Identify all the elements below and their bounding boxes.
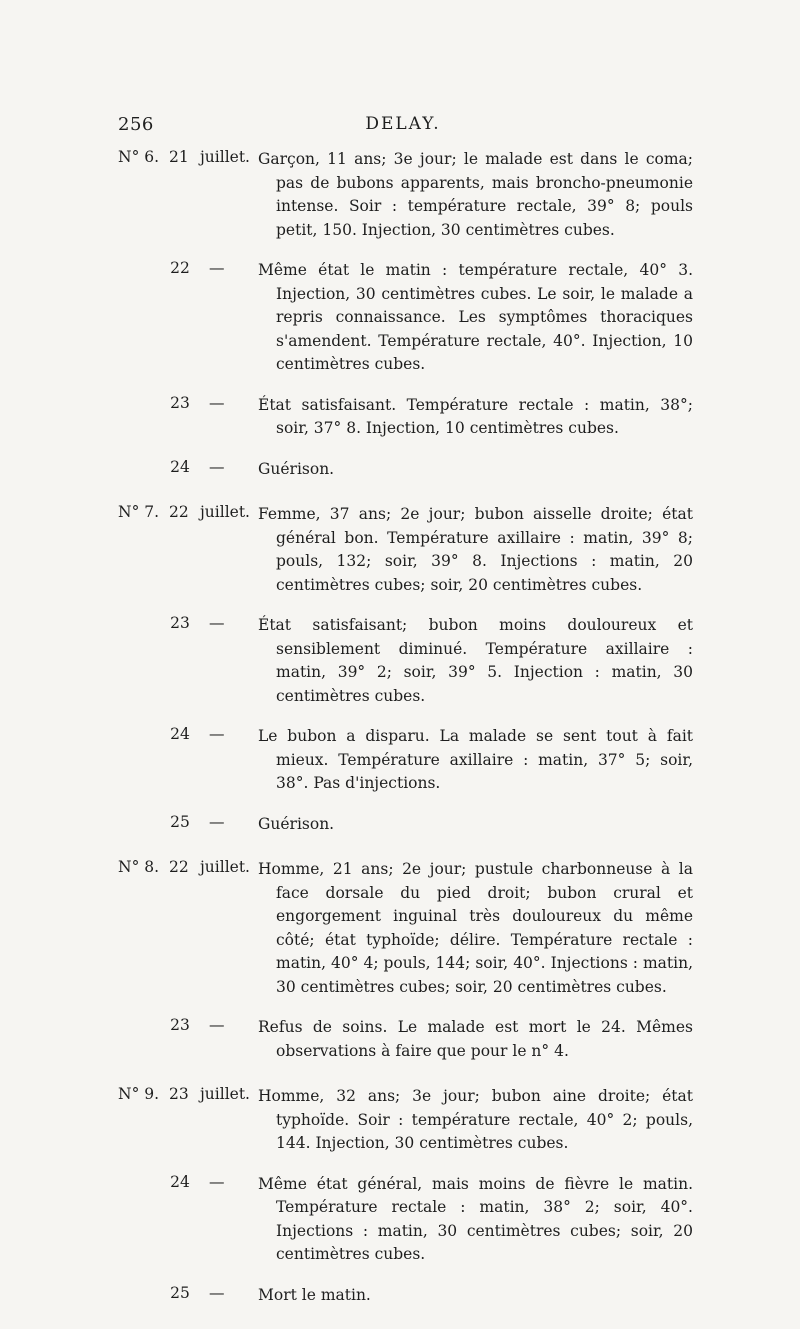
case-entry [118,858,693,999]
entry-text: Refus de soins. Le malade est mort le 24. Mêmes observations à faire que pour le n° 4. [258,1018,693,1060]
case-entry [118,813,693,837]
running-head: DELAY. [365,114,441,134]
ditto-dash: — [209,1283,225,1302]
case-entry [118,148,693,242]
entry-day: 21 [169,148,189,166]
case-entry [118,1016,693,1063]
case-number: N° 8. [118,858,160,876]
entry-day: 23 [169,1085,189,1103]
entry-text: Guérison. [258,459,335,478]
entry-day: 25 [170,1283,190,1302]
case-entry [118,259,693,377]
case-list [118,148,693,1329]
case-number: N° 6. [118,148,160,166]
case-entry [118,458,693,482]
case-number: N° 7. [118,503,160,521]
entry-day: 23 [170,393,190,412]
entry-text: Mort le matin. [258,1285,371,1304]
entry-month: juillet. [200,503,250,521]
entry-text: Même état le matin : température rectale, 40° 3. Injection, 30 centimètres cubes. Le soir, le malade a repris connaissance. Les symptômes thoraciques s'amendent. Température rectale, 40°. Injection, 10 centimètres cubes. [258,261,693,373]
case-entry [118,394,693,441]
entry-text: Homme, 32 ans; 3e jour; bubon aine droite; état typhoïde. Soir : température rectale, 40° 2; pouls, 144. Injection, 30 centimètres cubes. [258,1087,693,1152]
case-6 [118,148,693,481]
entry-day: 23 [170,614,190,632]
case-entry [118,614,693,708]
entry-text: État satisfaisant; bubon moins douloureux et sensiblement diminué. Température axillaire : matin, 39° 2; soir, 39° 5. Injection : matin, 30 centimètres cubes. [258,616,693,705]
entry-text: Guérison. [258,814,335,833]
entry-month: juillet. [200,1085,250,1103]
ditto-dash: — [209,614,225,632]
case-entry [118,503,693,597]
case-8 [118,858,693,1063]
entry-day: 24 [170,725,190,743]
case-number: N° 9. [118,1085,160,1103]
entry-text: Même état général, mais moins de fièvre le matin. Température rectale : matin, 38° 2; soir, 40°. Injections : matin, 30 centimètres cubes; soir, 20 centimètres cubes. [258,1174,693,1263]
entry-text: Femme, 37 ans; 2e jour; bubon aisselle droite; état général bon. Température axillaire : matin, 39° 8; pouls, 132; soir, 39° 8. Injections : matin, 20 centimètres cubes; soir, 20 centimètres cubes. [258,505,693,594]
entry-month: juillet. [200,858,250,876]
ditto-dash: — [209,457,225,476]
entry-day: 23 [170,1016,190,1034]
ditto-dash: — [209,1172,225,1191]
case-entry [118,1085,693,1156]
entry-day: 24 [170,457,190,476]
case-entry [118,1284,693,1308]
case-9 [118,1085,693,1307]
case-entry [118,725,693,796]
ditto-dash: — [209,259,225,277]
entry-day: 24 [170,1172,190,1191]
case-entry [118,1173,693,1267]
ditto-dash: — [209,1016,225,1034]
entry-day: 22 [169,858,189,876]
ditto-dash: — [209,812,225,831]
page-header [118,114,688,138]
entry-day: 22 [169,503,189,521]
entry-text: Homme, 21 ans; 2e jour; pustule charbonneuse à la face dorsale du pied droit; bubon crural et engorgement inguinal très douloureux du même côté; état typhoïde; délire. Température rectale : matin, 40° 4; pouls, 144; soir, 40°. Injections : matin, 30 centimètres cubes; soir, 20 centimètres cubes. [258,860,693,996]
page-number: 256 [118,114,154,135]
entry-day: 25 [170,812,190,831]
entry-text: Garçon, 11 ans; 3e jour; le malade est dans le coma; pas de bubons apparents, mais broncho-pneumonie intense. Soir : température rectale, 39° 8; pouls petit, 150. Injection, 30 centimètres cubes. [258,150,693,239]
entry-day: 22 [170,259,190,277]
ditto-dash: — [209,725,225,743]
entry-month: juillet. [200,148,250,166]
entry-text: État satisfaisant. Température rectale : matin, 38°; soir, 37° 8. Injection, 10 centimètres cubes. [258,395,693,437]
ditto-dash: — [209,393,225,412]
case-7 [118,503,693,836]
entry-text: Le bubon a disparu. La malade se sent tout à fait mieux. Température axillaire : matin, 37° 5; soir, 38°. Pas d'injections. [258,727,693,792]
